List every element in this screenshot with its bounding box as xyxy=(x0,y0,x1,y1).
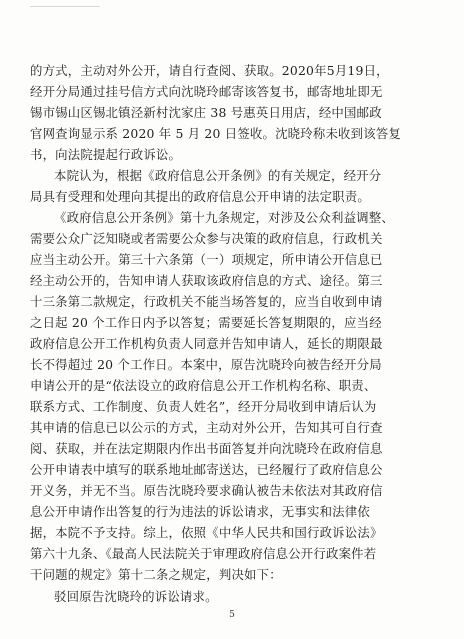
paragraph-first-line: 本院认为，根据《政府信息公开条例》的有关规定，经开分 xyxy=(54,168,382,183)
text-line: 申请公开的是“依法设立的政府信息公开工作机构名称、职责、 xyxy=(30,378,377,393)
text-line: 长不得超过 20 个工作日。本案中，原告沈晓玲向被告经开分局 xyxy=(30,357,382,372)
text-line: 之日起 20 个工作日内予以答复；需要延长答复期限的，应当经 xyxy=(30,315,382,330)
scan-edge-mark xyxy=(30,6,100,7)
text-line: 应当主动公开。第三十六条第（一）项规定，所申请公开信息已 xyxy=(30,252,383,267)
text-line: 经开分局通过挂号信方式向沈晓玲邮寄该答复书，邮寄地址即无 xyxy=(30,84,383,99)
text-line: 书，向法院提起行政诉讼。 xyxy=(30,147,182,162)
text-line: 的方式，主动对外公开，请自行查阅、获取。2020年5月19日， xyxy=(30,63,389,78)
text-line: 局具有受理和处理向其提出的政府信息公开申请的法定职责。 xyxy=(30,189,370,204)
text-line: 第六十九条、《最高人民法院关于审理政府信息公开行政案件若 xyxy=(30,546,377,561)
text-line: 干问题的规定》第十二条之规定，判决如下： xyxy=(30,567,282,582)
page-number: 5 xyxy=(229,610,235,620)
paragraph-first-line: 《政府信息公开条例》第十九条规定，对涉及公众利益调整、 xyxy=(54,210,394,225)
text-line: 联系方式、工作制度、负责人姓名”，经开分局收到申请后认为 xyxy=(30,399,377,414)
judgment-line: 驳回原告沈晓玲的诉讼请求。 xyxy=(54,589,218,604)
text-line: 锡市锡山区锡北镇泾新村沈家庄 38 号惠英日用店，经中国邮政 xyxy=(30,105,382,120)
text-line: 需要公众广泛知晓或者需要公众参与决策的政府信息，行政机关 xyxy=(30,231,383,246)
text-line: 官网查询显示系 2020 年 5 月 20 日签收。沈晓玲称未收到该答复 xyxy=(30,126,401,141)
text-line: 十三条第二款规定，行政机关不能当场答复的，应当自收到申请 xyxy=(30,294,383,309)
text-line: 据，本院不予支持。综上，依照《中华人民共和国行政诉讼法》 xyxy=(30,525,383,540)
text-line: 经主动公开的，告知申请人获取该政府信息的方式、途径。第三 xyxy=(30,273,383,288)
text-line: 阅、获取，并在法定期限内作出书面答复并向沈晓玲在政府信息 xyxy=(30,441,383,456)
text-line: 公开申请表中填写的联系地址邮寄送达，已经履行了政府信息公 xyxy=(30,462,383,477)
text-line: 开义务，并无不当。原告沈晓玲要求确认被告未依法对其政府信 xyxy=(30,483,383,498)
text-line: 其申请的信息已以公示的方式，主动对外公开，告知其可自行查 xyxy=(30,420,383,435)
text-line: 政府信息公开工作机构负责人同意并告知申请人，延长的期限最 xyxy=(30,336,383,351)
text-line: 息公开申请作出答复的行为违法的诉讼请求，无事实和法律依 xyxy=(30,504,370,519)
